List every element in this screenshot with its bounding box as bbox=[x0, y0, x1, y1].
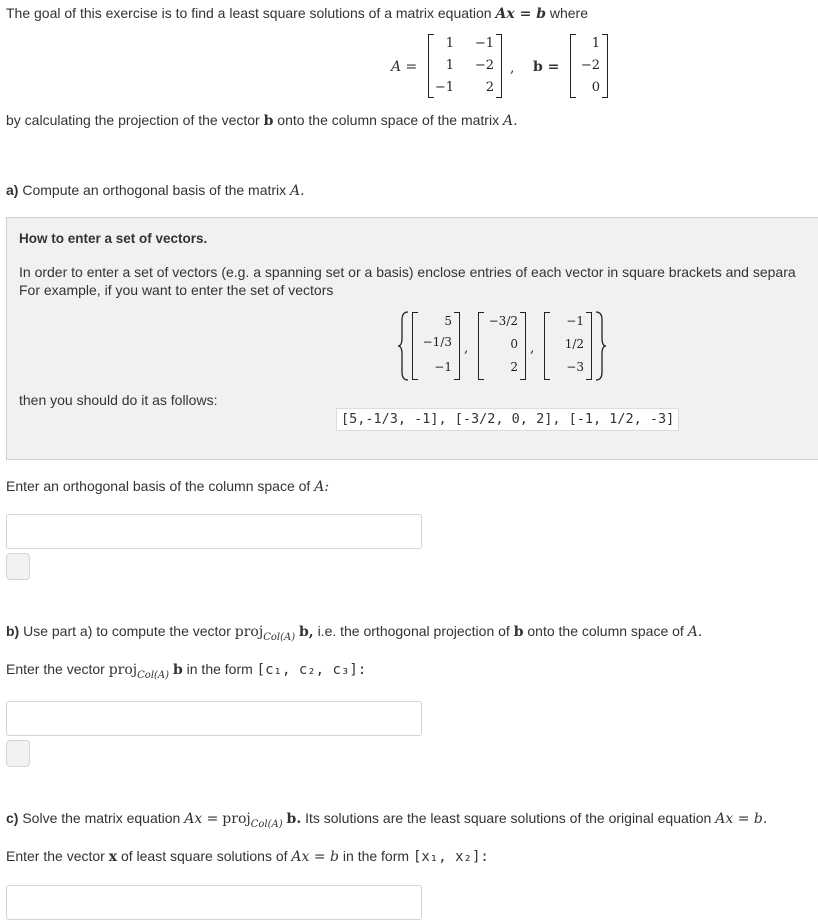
part-c-equation-2: Ax = b. bbox=[715, 811, 768, 827]
part-b-b-symbol-2: b bbox=[513, 624, 524, 640]
prompt-a bbox=[6, 478, 329, 495]
matrix-comma: , bbox=[510, 60, 515, 76]
part-c-text-2: Its solutions are the least square solutions of the original equation bbox=[305, 810, 712, 826]
intro-A-symbol: A. bbox=[502, 113, 518, 129]
answer-input-c[interactable] bbox=[6, 885, 422, 920]
answer-input-a[interactable] bbox=[6, 514, 422, 549]
intro-by-line bbox=[6, 112, 518, 129]
prompt-c-text: Enter the vector bbox=[6, 848, 105, 864]
part-c-letter: c) bbox=[6, 810, 19, 826]
prompt-a-A-symbol: A: bbox=[314, 479, 330, 495]
intro-by-text-mid: onto the column space of the matrix bbox=[277, 112, 500, 128]
part-a-text: Compute an orthogonal basis of the matrix bbox=[22, 182, 287, 198]
prompt-c-x-symbol: x bbox=[108, 849, 118, 865]
matrix-A-cell: 2 bbox=[485, 80, 494, 95]
example-vector-cell: 1/2 bbox=[564, 337, 584, 351]
intro-text: The goal of this exercise is to find a least square solutions of a matrix equation bbox=[6, 5, 492, 21]
intro-equation: Ax = b bbox=[495, 6, 546, 22]
part-b-heading bbox=[6, 623, 702, 643]
answer-input-b[interactable] bbox=[6, 701, 422, 736]
example-vector-cell: 2 bbox=[510, 360, 518, 374]
part-b-A-symbol: A. bbox=[687, 624, 703, 640]
part-c-text: Solve the matrix equation bbox=[22, 810, 181, 826]
part-a-A-symbol: A. bbox=[290, 183, 305, 199]
prompt-b-text: Enter the vector bbox=[6, 661, 105, 677]
matrix-A-cell: −1 bbox=[474, 36, 494, 51]
matrix-A-label: A = bbox=[391, 59, 418, 75]
example-vector-2 bbox=[478, 312, 526, 380]
help-title: How to enter a set of vectors. bbox=[19, 231, 208, 246]
prompt-b-b-symbol: b bbox=[172, 662, 183, 678]
part-b-text: Use part a) to compute the vector bbox=[23, 623, 231, 639]
check-button-b[interactable] bbox=[6, 740, 30, 767]
vector-b bbox=[570, 34, 608, 98]
proj-symbol: proj bbox=[108, 662, 138, 678]
proj-subscript: Col(A) bbox=[250, 818, 283, 830]
example-vector-cell: −3 bbox=[566, 360, 584, 374]
part-a-heading bbox=[6, 182, 305, 199]
help-then-text: then you should do it as follows: bbox=[19, 392, 218, 408]
proj-symbol: proj bbox=[222, 811, 251, 827]
example-vector-cell: −1/3 bbox=[422, 335, 452, 349]
prompt-c-equation: Ax = b bbox=[291, 849, 340, 865]
proj-subscript: Col(A) bbox=[137, 669, 170, 681]
prompt-b-form: [c₁, c₂, c₃]: bbox=[256, 662, 367, 678]
part-c-equation: Ax = bbox=[184, 811, 219, 827]
vector-b-cell: 1 bbox=[591, 36, 600, 51]
example-vector-cell: −3/2 bbox=[488, 314, 518, 328]
part-b-text-2: i.e. the orthogonal projection of bbox=[317, 623, 510, 639]
prompt-b bbox=[6, 661, 366, 681]
prompt-c-form: [x₁, x₂]: bbox=[412, 849, 489, 865]
part-b-b-symbol: b, bbox=[299, 624, 314, 640]
part-c-b-symbol: b. bbox=[286, 811, 302, 827]
example-vector-cell: −1 bbox=[434, 360, 452, 374]
example-vector-cell: 5 bbox=[444, 314, 452, 328]
part-b-letter: b) bbox=[6, 623, 20, 639]
part-b-text-3: onto the column space of bbox=[527, 623, 684, 639]
vector-b-cell: 0 bbox=[591, 80, 600, 95]
prompt-b-form-text: in the form bbox=[186, 661, 253, 677]
intro-where: where bbox=[549, 5, 589, 21]
example-vector-3 bbox=[544, 312, 592, 380]
example-vector-cell: 0 bbox=[510, 337, 518, 351]
help-line-2: For example, if you want to enter the set of vectors bbox=[19, 282, 334, 298]
check-button-a[interactable] bbox=[6, 553, 30, 580]
part-c-heading bbox=[6, 810, 767, 830]
matrix-A-cell: 1 bbox=[445, 36, 454, 51]
help-code-example: [5,-1/3, -1], [-3/2, 0, 2], [-1, 1/2, -3] bbox=[336, 408, 679, 431]
proj-symbol: proj bbox=[234, 624, 264, 640]
example-comma: , bbox=[530, 340, 535, 356]
vector-b-label: b = bbox=[533, 59, 560, 75]
proj-subscript: Col(A) bbox=[263, 631, 296, 643]
intro-line bbox=[6, 5, 588, 22]
prompt-a-text: Enter an orthogonal basis of the column space of bbox=[6, 478, 311, 494]
example-vector-cell: −1 bbox=[566, 314, 584, 328]
help-line-1: In order to enter a set of vectors (e.g. a spanning set or a basis) enclose entries of each vector in square brackets and separa bbox=[19, 264, 796, 280]
prompt-c-form-text: in the form bbox=[342, 848, 410, 864]
left-brace-icon bbox=[396, 310, 410, 382]
matrix-A-cell: −1 bbox=[434, 80, 454, 95]
vector-b-cell: −2 bbox=[580, 58, 600, 73]
example-comma: , bbox=[464, 340, 469, 356]
intro-b-symbol: b bbox=[263, 113, 274, 129]
prompt-c bbox=[6, 848, 489, 865]
matrix-A bbox=[428, 34, 502, 98]
matrix-A-cell: −2 bbox=[474, 58, 494, 73]
right-brace-icon bbox=[594, 310, 608, 382]
intro-by-text: by calculating the projection of the vector bbox=[6, 112, 260, 128]
part-a-letter: a) bbox=[6, 182, 19, 198]
matrix-A-cell: 1 bbox=[445, 58, 454, 73]
prompt-c-text-mid: of least square solutions of bbox=[120, 848, 288, 864]
example-vector-1 bbox=[412, 312, 460, 380]
